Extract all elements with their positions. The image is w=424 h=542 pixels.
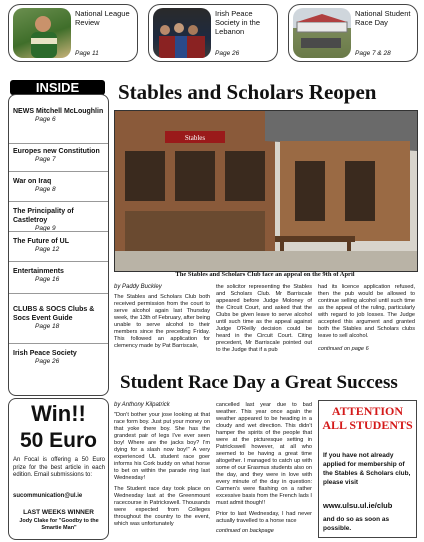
- attention-body: If you have not already applied for membership of the Stables & Scholars club, please visit: [323, 452, 411, 486]
- second-column-1: [114, 402, 210, 528]
- sidebar-item-future-ul[interactable]: [13, 237, 105, 254]
- second-text-2b: Prior to last Wednesday, I had never actually travelled to a horse race: [216, 511, 312, 524]
- win-title: Win!!: [31, 401, 86, 426]
- sidebar-item-title: Europes new Constitution: [13, 148, 100, 155]
- sidebar-item-title: The Future of UL: [13, 238, 69, 245]
- sidebar-item-page: Page 6: [35, 116, 56, 123]
- sidebar-item-title: NEWS Mitchell McLoughlin: [13, 108, 104, 115]
- teaser-photo-player: [13, 8, 71, 58]
- win-email[interactable]: sucommunication@ul.ie: [13, 493, 83, 499]
- teaser-national-league[interactable]: [8, 4, 138, 62]
- sidebar-item-page: Page 12: [35, 246, 60, 253]
- lead-continued: continued on page 6: [318, 346, 369, 352]
- stand-illustration: [293, 8, 351, 58]
- attention-url[interactable]: www.ulsu.ul.ie/club: [323, 501, 393, 510]
- lead-column-3: [318, 284, 415, 353]
- lead-photo: [114, 110, 418, 272]
- sidebar-item-castletroy[interactable]: [13, 207, 105, 233]
- sidebar-item-title: CLUBS & SOCS Clubs & Socs Event Guide: [13, 306, 95, 322]
- attention-title: ATTENTION ALL STUDENTS: [322, 404, 413, 432]
- teaser-page: Page 7 & 28: [355, 50, 391, 57]
- win-last-label: LAST WEEKS WINNER: [23, 509, 94, 516]
- teaser-title: National Student Race Day: [355, 9, 411, 27]
- sidebar-item-page: Page 7: [35, 156, 56, 163]
- sidebar-item-page: Page 26: [35, 358, 60, 365]
- second-column-2: [216, 402, 312, 535]
- stables-building-illustration: [115, 111, 417, 271]
- win-body: An Focal is offering a 50 Euro prize for the best article in each edition. Email submissions to:: [13, 457, 105, 478]
- second-byline: by Anthony Kilpatrick: [114, 402, 170, 408]
- lead-column-1: [114, 284, 210, 350]
- group-illustration: [153, 8, 211, 58]
- sidebar-item-page: Page 9: [35, 225, 56, 232]
- teaser-page: Page 26: [215, 50, 240, 57]
- lead-byline: by Paddy Buckley: [114, 284, 162, 290]
- lead-column-2: [216, 284, 312, 354]
- lead-text-2: the solicitor representing the Stables and Scholars Club. Mr Barriscale appeared before Judge Moloney of the Circuit Court, and asked that the Clubs be given leave to serve alcohol until such time as the appeal against Judge O'Reilly decision could be heard in the Circuit Court. Citing precedent, Mr Barriscale pointed out to the Judge that if a pub: [216, 284, 312, 353]
- teaser-title: National League Review: [75, 9, 130, 27]
- sidebar-item-news[interactable]: [13, 107, 105, 124]
- teaser-race-day[interactable]: [288, 4, 418, 62]
- attention-box: [318, 400, 417, 538]
- teaser-page: Page 11: [75, 50, 99, 57]
- sidebar-item-clubs-socs[interactable]: [13, 305, 105, 331]
- win-box: [8, 398, 109, 540]
- sidebar-item-peace-society[interactable]: [13, 349, 105, 366]
- sidebar-item-iraq[interactable]: [13, 177, 105, 194]
- stables-sign: Stables: [184, 134, 206, 142]
- sidebar-item-europe[interactable]: [13, 147, 105, 164]
- sidebar-item-title: The Principality of Castletroy: [13, 208, 74, 224]
- lead-text-1: The Stables and Scholars Club both received permission from the court to serve alcohol again last Thursday week, the 13th of February, after being unable to serve alcohol to their members since the preceding Friday. This followed an application for clemency made by Pat Barriscale,: [114, 294, 210, 349]
- second-headline: Student Race Day a Great Success: [120, 372, 398, 393]
- lead-text-3: had its licence application refused, then the pub would be allowed to continue selling alcohol until such time as the appeal of the ruling, particularly with regard to job losses. The Judge accepted this argument and granted both the Stables and Scholars clubs leave to sell alcohol.: [318, 284, 415, 339]
- second-text-1: "Don't bother your jose looking at that race form boy. Just put your money on that yoke there boy. She has the grandest pair of legs I've ever seen boy! Where are the jacks boy? I'm dying for a slash now boy!" A very experienced UL student race goer informs his Cork buddy on what horse to bet on within the parade ring last Wednesday!: [114, 412, 210, 481]
- attention-end: and do so as soon as possible.: [323, 516, 390, 532]
- second-text-2: cancelled last year due to bad weather. This year once again the weather appeared to be heading in a cloudy and wet direction. This didn't hamper the spirits of the people that were at the picturesque setting in Patrickswell however, at all who seemed to be having a great time altogether. I managed to catch up with some of our Erasmus students also on the day, and they were in love with every minute of the day in question: Carmen's were flashing on a rather excessive basis from the French lads I must admit though!!: [216, 402, 312, 506]
- player-illustration: [13, 8, 71, 58]
- sidebar-item-title: Entertainments: [13, 268, 64, 275]
- second-continued: continued on backpage: [216, 528, 274, 534]
- teaser-photo-racecourse: [293, 8, 351, 58]
- inside-sidebar: [8, 94, 109, 396]
- sidebar-item-entertainments[interactable]: [13, 267, 105, 284]
- sidebar-item-title: War on Iraq: [13, 178, 52, 185]
- win-amount: 50 Euro: [19, 429, 98, 452]
- win-last-winner: Jody Clake for "Goodby to the Smartie Man": [19, 518, 99, 531]
- sidebar-item-page: Page 8: [35, 186, 56, 193]
- inside-label: INSIDE: [10, 80, 105, 95]
- lead-headline: Stables and Scholars Reopen: [118, 80, 377, 104]
- lead-caption: The Stables and Scholars Club face an appeal on the 9th of April: [175, 271, 355, 278]
- sidebar-item-title: Irish Peace Society: [13, 350, 77, 357]
- teaser-peace-society[interactable]: [148, 4, 278, 62]
- teaser-title: Irish Peace Society in the Lebanon: [215, 9, 261, 36]
- sidebar-item-page: Page 16: [35, 276, 60, 283]
- teaser-photo-group: [153, 8, 211, 58]
- sidebar-item-page: Page 18: [35, 323, 60, 330]
- second-text-1b: The Student race day took place on Wednesday last at the Greenmount racecourse in Patrickswell. Thousands were expected from Colleges throughout the country to the event, which was unfortunately: [114, 486, 210, 527]
